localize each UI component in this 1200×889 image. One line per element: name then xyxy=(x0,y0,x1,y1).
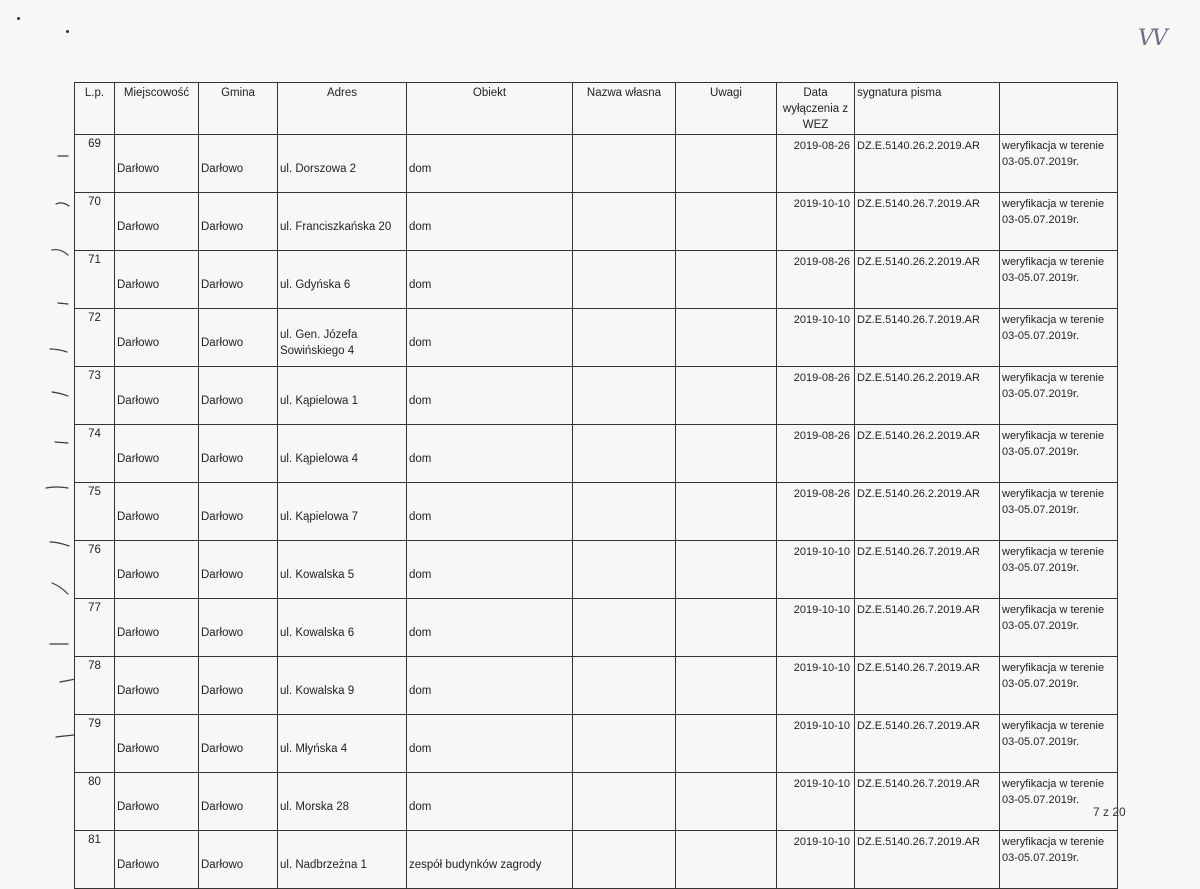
cell-miejscowosc: Darłowo xyxy=(115,135,199,193)
cell-data: 2019-10-10 xyxy=(777,831,855,889)
col-header-gmina: Gmina xyxy=(199,83,278,135)
cell-nazwa xyxy=(573,193,676,251)
cell-gmina: Darłowo xyxy=(199,193,278,251)
handwritten-initials: VV xyxy=(1138,26,1166,51)
cell-extra: weryfikacja w terenie 03-05.07.2019r. xyxy=(1000,309,1118,367)
cell-nazwa xyxy=(573,367,676,425)
cell-obiekt: zespół budynków zagrody xyxy=(407,831,573,889)
table-row xyxy=(75,135,1118,193)
cell-adres: ul. Kąpielowa 7 xyxy=(278,483,407,541)
cell-miejscowosc: Darłowo xyxy=(115,773,199,831)
table-row xyxy=(75,715,1118,773)
cell-obiekt: dom xyxy=(407,715,573,773)
cell-nazwa xyxy=(573,251,676,309)
cell-data: 2019-10-10 xyxy=(777,599,855,657)
cell-uwagi xyxy=(676,483,777,541)
cell-adres: ul. Kąpielowa 4 xyxy=(278,425,407,483)
cell-obiekt: dom xyxy=(407,309,573,367)
table-row xyxy=(75,251,1118,309)
cell-adres: ul. Gdyńska 6 xyxy=(278,251,407,309)
page-number: 7 z 20 xyxy=(1093,805,1126,819)
table-row xyxy=(75,541,1118,599)
table-row xyxy=(75,367,1118,425)
cell-uwagi xyxy=(676,309,777,367)
col-header-obiekt: Obiekt xyxy=(407,83,573,135)
cell-sygnatura: DZ.E.5140.26.7.2019.AR xyxy=(855,309,1000,367)
cell-extra: weryfikacja w terenie 03-05.07.2019r. xyxy=(1000,773,1118,831)
col-header-miejscowosc: Miejscowość xyxy=(115,83,199,135)
cell-lp: 75 xyxy=(75,483,115,541)
cell-obiekt: dom xyxy=(407,425,573,483)
cell-obiekt: dom xyxy=(407,367,573,425)
tick-mark xyxy=(52,250,68,255)
cell-data: 2019-10-10 xyxy=(777,715,855,773)
tick-mark xyxy=(60,677,75,682)
cell-nazwa xyxy=(573,831,676,889)
cell-gmina: Darłowo xyxy=(199,831,278,889)
cell-miejscowosc: Darłowo xyxy=(115,657,199,715)
tick-mark xyxy=(56,735,74,737)
cell-gmina: Darłowo xyxy=(199,773,278,831)
cell-extra: weryfikacja w terenie 03-05.07.2019r. xyxy=(1000,425,1118,483)
col-header-adres: Adres xyxy=(278,83,407,135)
register-table xyxy=(74,82,1118,889)
cell-sygnatura: DZ.E.5140.26.2.2019.AR xyxy=(855,483,1000,541)
cell-extra: weryfikacja w terenie 03-05.07.2019r. xyxy=(1000,135,1118,193)
cell-sygnatura: DZ.E.5140.26.7.2019.AR xyxy=(855,541,1000,599)
tick-mark xyxy=(58,303,68,304)
table-row xyxy=(75,599,1118,657)
cell-lp: 72 xyxy=(75,309,115,367)
tick-mark xyxy=(46,487,68,488)
cell-miejscowosc: Darłowo xyxy=(115,831,199,889)
cell-obiekt: dom xyxy=(407,251,573,309)
table-row xyxy=(75,309,1118,367)
cell-extra: weryfikacja w terenie 03-05.07.2019r. xyxy=(1000,193,1118,251)
tick-mark xyxy=(50,349,67,352)
cell-adres: ul. Młyńska 4 xyxy=(278,715,407,773)
cell-gmina: Darłowo xyxy=(199,599,278,657)
cell-lp: 80 xyxy=(75,773,115,831)
cell-obiekt: dom xyxy=(407,135,573,193)
cell-uwagi xyxy=(676,831,777,889)
cell-nazwa xyxy=(573,541,676,599)
table-row xyxy=(75,483,1118,541)
cell-nazwa xyxy=(573,483,676,541)
cell-extra: weryfikacja w terenie 03-05.07.2019r. xyxy=(1000,541,1118,599)
cell-lp: 71 xyxy=(75,251,115,309)
cell-lp: 77 xyxy=(75,599,115,657)
cell-sygnatura: DZ.E.5140.26.2.2019.AR xyxy=(855,367,1000,425)
cell-extra: weryfikacja w terenie 03-05.07.2019r. xyxy=(1000,599,1118,657)
cell-uwagi xyxy=(676,599,777,657)
cell-lp: 70 xyxy=(75,193,115,251)
cell-adres: ul. Kąpielowa 1 xyxy=(278,367,407,425)
cell-lp: 69 xyxy=(75,135,115,193)
cell-sygnatura: DZ.E.5140.26.2.2019.AR xyxy=(855,251,1000,309)
cell-gmina: Darłowo xyxy=(199,309,278,367)
cell-miejscowosc: Darłowo xyxy=(115,425,199,483)
cell-nazwa xyxy=(573,657,676,715)
cell-nazwa xyxy=(573,309,676,367)
cell-nazwa xyxy=(573,425,676,483)
cell-sygnatura: DZ.E.5140.26.7.2019.AR xyxy=(855,831,1000,889)
cell-nazwa xyxy=(573,715,676,773)
cell-obiekt: dom xyxy=(407,541,573,599)
cell-data: 2019-10-10 xyxy=(777,773,855,831)
cell-adres: ul. Kowalska 9 xyxy=(278,657,407,715)
cell-extra: weryfikacja w terenie 03-05.07.2019r. xyxy=(1000,483,1118,541)
cell-data: 2019-08-26 xyxy=(777,135,855,193)
cell-miejscowosc: Darłowo xyxy=(115,193,199,251)
cell-sygnatura: DZ.E.5140.26.7.2019.AR xyxy=(855,773,1000,831)
header-row xyxy=(75,83,1118,135)
cell-data: 2019-08-26 xyxy=(777,251,855,309)
cell-data: 2019-10-10 xyxy=(777,541,855,599)
table-row xyxy=(75,773,1118,831)
table-row xyxy=(75,657,1118,715)
cell-gmina: Darłowo xyxy=(199,483,278,541)
cell-miejscowosc: Darłowo xyxy=(115,541,199,599)
col-header-uwagi: Uwagi xyxy=(676,83,777,135)
cell-adres: ul. Franciszkańska 20 xyxy=(278,193,407,251)
cell-gmina: Darłowo xyxy=(199,251,278,309)
cell-uwagi xyxy=(676,367,777,425)
cell-adres: ul. Kowalska 5 xyxy=(278,541,407,599)
cell-data: 2019-10-10 xyxy=(777,309,855,367)
cell-sygnatura: DZ.E.5140.26.7.2019.AR xyxy=(855,715,1000,773)
tick-mark xyxy=(52,392,68,396)
cell-extra: weryfikacja w terenie 03-05.07.2019r. xyxy=(1000,657,1118,715)
cell-sygnatura: DZ.E.5140.26.7.2019.AR xyxy=(855,193,1000,251)
cell-sygnatura: DZ.E.5140.26.2.2019.AR xyxy=(855,135,1000,193)
cell-obiekt: dom xyxy=(407,657,573,715)
cell-data: 2019-10-10 xyxy=(777,657,855,715)
cell-data: 2019-10-10 xyxy=(777,193,855,251)
cell-extra: weryfikacja w terenie 03-05.07.2019r. xyxy=(1000,367,1118,425)
cell-gmina: Darłowo xyxy=(199,715,278,773)
cell-data: 2019-08-26 xyxy=(777,483,855,541)
cell-extra: weryfikacja w terenie 03-05.07.2019r. xyxy=(1000,831,1118,889)
cell-adres: ul. Nadbrzeżna 1 xyxy=(278,831,407,889)
cell-gmina: Darłowo xyxy=(199,657,278,715)
cell-sygnatura: DZ.E.5140.26.7.2019.AR xyxy=(855,599,1000,657)
col-header-extra xyxy=(1000,83,1118,135)
cell-obiekt: dom xyxy=(407,599,573,657)
cell-obiekt: dom xyxy=(407,193,573,251)
cell-nazwa xyxy=(573,773,676,831)
cell-lp: 78 xyxy=(75,657,115,715)
cell-uwagi xyxy=(676,425,777,483)
cell-gmina: Darłowo xyxy=(199,367,278,425)
tick-mark xyxy=(50,542,69,546)
cell-lp: 81 xyxy=(75,831,115,889)
cell-uwagi xyxy=(676,193,777,251)
cell-uwagi xyxy=(676,251,777,309)
cell-obiekt: dom xyxy=(407,483,573,541)
cell-uwagi xyxy=(676,135,777,193)
cell-nazwa xyxy=(573,135,676,193)
cell-data: 2019-08-26 xyxy=(777,367,855,425)
cell-gmina: Darłowo xyxy=(199,135,278,193)
tick-mark xyxy=(52,583,68,594)
cell-uwagi xyxy=(676,657,777,715)
cell-adres: ul. Kowalska 6 xyxy=(278,599,407,657)
table-row xyxy=(75,425,1118,483)
tick-mark xyxy=(55,442,68,443)
cell-data: 2019-08-26 xyxy=(777,425,855,483)
cell-miejscowosc: Darłowo xyxy=(115,309,199,367)
col-header-nazwa: Nazwa własna xyxy=(573,83,676,135)
tick-mark xyxy=(56,203,69,206)
col-header-data: Data wyłączenia z WEZ xyxy=(777,83,855,135)
cell-miejscowosc: Darłowo xyxy=(115,715,199,773)
col-header-lp: L.p. xyxy=(75,83,115,135)
cell-sygnatura: DZ.E.5140.26.2.2019.AR xyxy=(855,425,1000,483)
cell-extra: weryfikacja w terenie 03-05.07.2019r. xyxy=(1000,715,1118,773)
cell-lp: 74 xyxy=(75,425,115,483)
cell-uwagi xyxy=(676,715,777,773)
cell-miejscowosc: Darłowo xyxy=(115,367,199,425)
cell-uwagi xyxy=(676,773,777,831)
cell-adres: ul. Morska 28 xyxy=(278,773,407,831)
cell-extra: weryfikacja w terenie 03-05.07.2019r. xyxy=(1000,251,1118,309)
cell-miejscowosc: Darłowo xyxy=(115,251,199,309)
cell-obiekt: dom xyxy=(407,773,573,831)
handwritten-tick-marks xyxy=(0,0,75,846)
cell-sygnatura: DZ.E.5140.26.7.2019.AR xyxy=(855,657,1000,715)
cell-adres: ul. Gen. Józefa Sowińskiego 4 xyxy=(278,309,407,367)
cell-nazwa xyxy=(573,599,676,657)
cell-uwagi xyxy=(676,541,777,599)
table-row xyxy=(75,193,1118,251)
cell-lp: 79 xyxy=(75,715,115,773)
cell-gmina: Darłowo xyxy=(199,425,278,483)
cell-miejscowosc: Darłowo xyxy=(115,483,199,541)
cell-lp: 76 xyxy=(75,541,115,599)
cell-miejscowosc: Darłowo xyxy=(115,599,199,657)
cell-gmina: Darłowo xyxy=(199,541,278,599)
cell-lp: 73 xyxy=(75,367,115,425)
cell-adres: ul. Dorszowa 2 xyxy=(278,135,407,193)
table-row xyxy=(75,831,1118,889)
col-header-sygnatura: sygnatura pisma xyxy=(855,83,1000,135)
table-body xyxy=(75,135,1118,889)
